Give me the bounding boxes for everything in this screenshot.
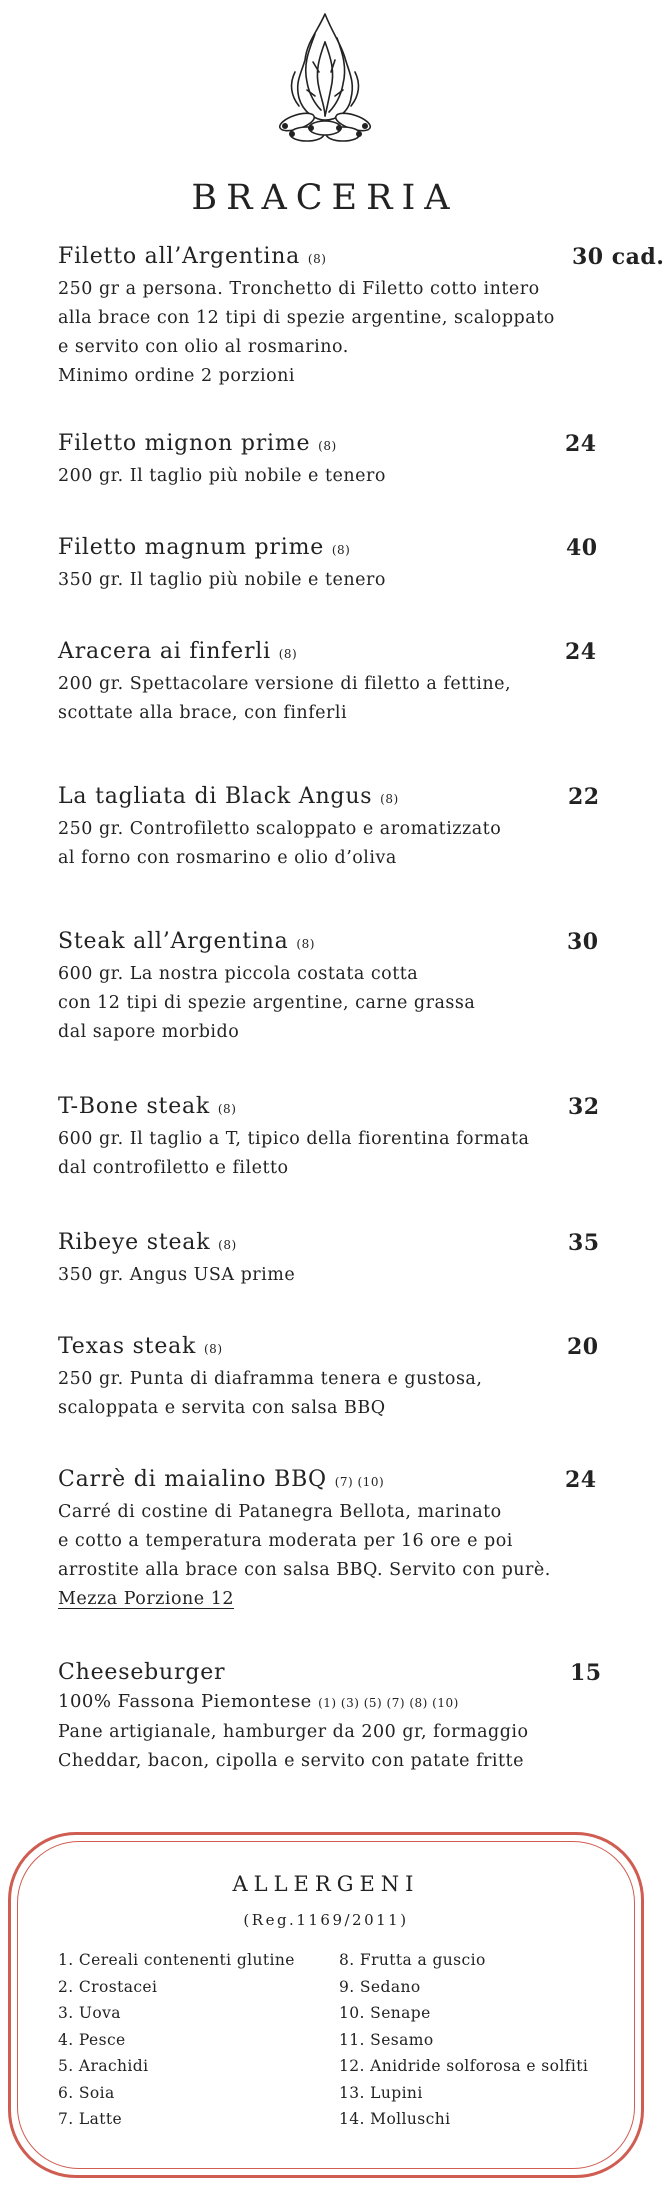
allergen-item: 2. Crostacei bbox=[58, 1977, 158, 1996]
menu-item-cheeseburger bbox=[58, 1658, 650, 1775]
item-name: Aracera ai finferli (8) bbox=[58, 639, 298, 664]
item-name: Filetto magnum prime (8) bbox=[58, 535, 351, 560]
item-name: Ribeye steak (8) bbox=[58, 1230, 237, 1255]
allergens-box bbox=[8, 1832, 644, 2178]
allergen-item: 6. Soia bbox=[58, 2083, 115, 2102]
item-description: Carré di costine di Patanegra Bellota, marinato e cotto a temperatura moderata per 16 ore e poi arrostite alla brace con salsa BBQ. Servito con purè. Mezza Porzione 12 bbox=[58, 1498, 650, 1614]
allergens-list-right bbox=[339, 1947, 588, 2133]
allergen-item: 3. Uova bbox=[58, 2004, 121, 2022]
section-title: BRACERIA bbox=[191, 178, 459, 218]
menu-item-ribeye-steak bbox=[58, 1228, 650, 1287]
half-portion-note: Mezza Porzione 12 bbox=[58, 1589, 234, 1609]
item-name: Filetto all’Argentina (8) bbox=[58, 244, 327, 269]
item-description: 600 gr. La nostra piccola costata cotta con 12 tipi di spezie argentine, carne grassa dal sapore morbido bbox=[58, 964, 476, 1042]
item-name: Cheeseburger bbox=[58, 1660, 226, 1685]
allergen-item: 4. Pesce bbox=[58, 2030, 126, 2049]
allergens-title: ALLERGENI bbox=[232, 1872, 420, 1896]
bonfire-icon bbox=[277, 12, 373, 144]
item-description: 250 gr. Punta di diaframma tenera e gustosa, scaloppata e servita con salsa BBQ bbox=[58, 1369, 483, 1418]
item-price: 22 bbox=[568, 784, 600, 810]
item-description: 200 gr. Spettacolare versione di filetto a fettine, scottate alla brace, con finferli bbox=[58, 674, 512, 723]
menu-item-aracera-finferli bbox=[58, 637, 650, 725]
allergen-item: 14. Molluschi bbox=[339, 2110, 451, 2128]
item-price: 20 bbox=[567, 1334, 599, 1360]
item-description: 600 gr. Il taglio a T, tipico della fiorentina formata dal controfiletto e filetto bbox=[58, 1129, 530, 1178]
allergen-item: 12. Anidride solforosa e solfiti bbox=[339, 2057, 589, 2075]
item-subtitle: 100% Fassona Piemontese (1) (3) (5) (7) (8) (10) bbox=[58, 1691, 459, 1712]
item-name: La tagliata di Black Angus (8) bbox=[58, 784, 399, 809]
item-description: 350 gr. Il taglio più nobile e tenero bbox=[58, 570, 386, 590]
item-price: 24 bbox=[565, 1467, 597, 1493]
menu-item-carre-maialino bbox=[58, 1465, 650, 1611]
item-description: 200 gr. Il taglio più nobile e tenero bbox=[58, 466, 386, 486]
item-price: 15 bbox=[570, 1660, 602, 1686]
item-price: 30 cad. bbox=[572, 244, 664, 270]
allergen-item: 1. Cereali contenenti glutine bbox=[58, 1951, 295, 1969]
item-price: 24 bbox=[565, 639, 597, 665]
allergens-regulation: (Reg.1169/2011) bbox=[243, 1911, 409, 1929]
menu-item-tagliata-black-angus bbox=[58, 782, 650, 870]
item-name: Steak all’Argentina (8) bbox=[58, 929, 315, 954]
allergen-item: 13. Lupini bbox=[339, 2083, 423, 2102]
allergen-item: 8. Frutta a guscio bbox=[339, 1951, 486, 1969]
menu-item-t-bone-steak bbox=[58, 1092, 650, 1180]
item-name: T-Bone steak (8) bbox=[58, 1094, 237, 1119]
item-description: 350 gr. Angus USA prime bbox=[58, 1265, 296, 1285]
allergen-item: 5. Arachidi bbox=[58, 2057, 149, 2075]
allergens-list-left bbox=[58, 1947, 295, 2133]
menu-item-filetto-argentina bbox=[58, 242, 664, 386]
menu-item-texas-steak bbox=[58, 1332, 650, 1420]
menu-item-steak-argentina bbox=[58, 927, 650, 1044]
menu-items bbox=[58, 242, 664, 1775]
item-name: Texas steak (8) bbox=[58, 1334, 223, 1359]
item-price: 35 bbox=[568, 1230, 600, 1256]
item-price: 24 bbox=[565, 431, 597, 457]
item-name: Carrè di maialino BBQ (7) (10) bbox=[58, 1467, 385, 1492]
item-description: 250 gr a persona. Tronchetto di Filetto cotto intero alla brace con 12 tipi di spezie argentine, scaloppato e servito con olio al rosmarino. Minimo ordine 2 porzioni bbox=[58, 279, 555, 386]
allergen-item: 11. Sesamo bbox=[339, 2030, 434, 2049]
allergen-item: 10. Senape bbox=[339, 2004, 431, 2022]
item-name: Filetto mignon prime (8) bbox=[58, 431, 337, 456]
item-description: 250 gr. Controfiletto scaloppato e aromatizzato al forno con rosmarino e olio d’oliva bbox=[58, 819, 502, 868]
item-description: Pane artigianale, hamburger da 200 gr, formaggio Cheddar, bacon, cipolla e servito con patate fritte bbox=[58, 1722, 529, 1771]
item-price: 30 bbox=[567, 929, 599, 955]
item-price: 40 bbox=[566, 535, 598, 561]
item-price: 32 bbox=[568, 1094, 600, 1120]
menu-item-filetto-mignon bbox=[58, 429, 650, 488]
allergen-item: 9. Sedano bbox=[339, 1977, 421, 1996]
allergen-item: 7. Latte bbox=[58, 2110, 123, 2128]
menu-item-filetto-magnum bbox=[58, 533, 650, 592]
